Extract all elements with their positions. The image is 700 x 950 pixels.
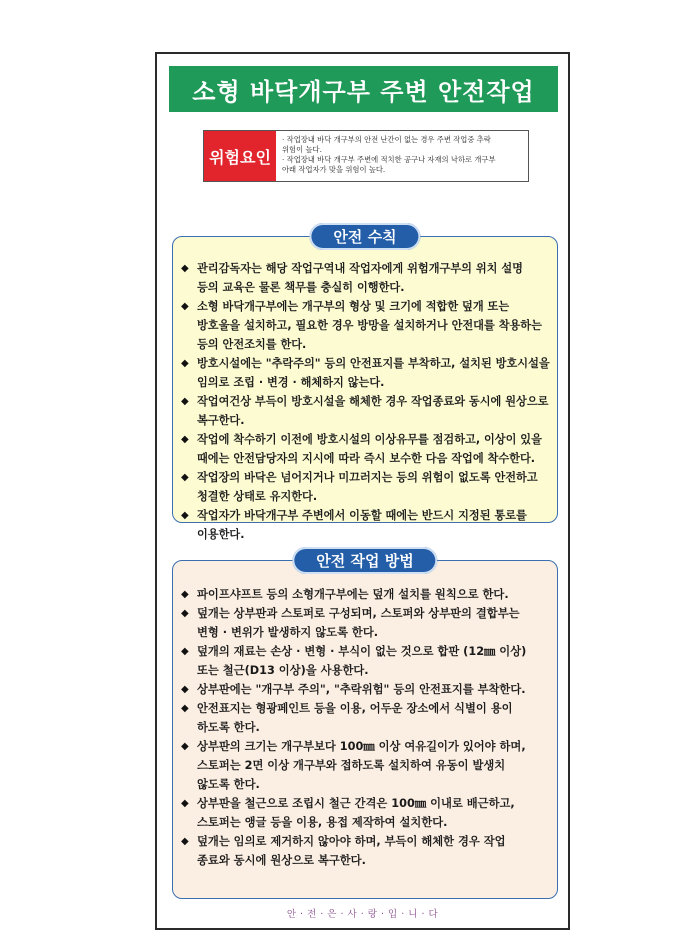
diamond-bullet-icon: ◆: [181, 703, 189, 714]
list-item: [181, 430, 549, 468]
list-item-line: 또는 철근(D13 이상)을 사용한다.: [197, 664, 369, 677]
diamond-bullet-icon: ◆: [181, 358, 189, 369]
list-item-line: 안전표지는 형광페인트 등을 이용, 어두운 장소에서 식별이 용이: [197, 702, 513, 715]
list-item-text: [197, 680, 549, 699]
diamond-bullet-icon: ◆: [181, 646, 189, 657]
safety-poster: [155, 52, 570, 930]
list-item: [181, 604, 549, 642]
diamond-bullet-icon: ◆: [181, 396, 189, 407]
list-item: [181, 585, 549, 604]
list-item-line: 작업여건상 부득이 방호시설을 해체한 경우 작업종료와 동시에 원상으로: [197, 395, 549, 408]
list-item-text: [197, 354, 550, 392]
diamond-bullet-icon: ◆: [181, 836, 189, 847]
hazard-label: 위험요인: [204, 131, 276, 181]
list-item-line: 변형 · 변위가 발생하지 않도록 한다.: [197, 626, 379, 639]
hazard-line: 위험이 높다.: [282, 145, 322, 155]
list-item: [181, 699, 549, 737]
list-item-line: 임의로 조립 · 변경 · 해체하지 않는다.: [197, 376, 385, 389]
work-method-list: [181, 585, 549, 870]
diamond-bullet-icon: ◆: [181, 741, 189, 752]
list-item: [181, 794, 549, 832]
list-item-text: [197, 259, 549, 297]
list-item-line: 파이프샤프트 등의 소형개구부에는 덮개 설치를 원칙으로 한다.: [197, 588, 509, 601]
list-item-line: 상부판의 크기는 개구부보다 100㎜ 이상 여유길이가 있어야 하며,: [197, 740, 526, 753]
list-item-line: 덮개는 상부판과 스토퍼로 구성되며, 스토퍼와 상부판의 결합부는: [197, 607, 520, 620]
list-item: [181, 392, 549, 430]
hazard-line: 아래 작업자가 맞을 위험이 높다.: [282, 165, 386, 175]
list-item-line: 복구한다.: [197, 414, 245, 427]
safety-rules-panel: [172, 228, 558, 541]
list-item: [181, 297, 549, 354]
list-item-line: 덮개의 재료는 손상 · 변형 · 부식이 없는 것으로 합판 (12㎜ 이상): [197, 645, 527, 658]
list-item-text: [197, 737, 549, 794]
list-item: [181, 354, 549, 392]
list-item-line: 방호시설에는 "추락주의" 등의 안전표지를 부착하고, 설치된 방호시설을: [197, 357, 550, 370]
list-item-line: 하도록 한다.: [197, 721, 260, 734]
list-item-line: 작업자가 바닥개구부 주변에서 이동할 때에는 반드시 지정된 통로를: [197, 509, 527, 522]
list-item-line: 때에는 안전담당자의 지시에 따라 즉시 보수한 다음 작업에 착수한다.: [197, 452, 536, 465]
list-item: [181, 680, 549, 699]
list-item: [181, 832, 549, 870]
list-item-text: [197, 794, 549, 832]
list-item: [181, 642, 549, 680]
list-item-text: [197, 392, 549, 430]
hazard-box: [203, 130, 529, 182]
list-item: [181, 506, 549, 544]
list-item-text: [197, 699, 549, 737]
list-item: [181, 468, 549, 506]
list-item-line: 종료와 동시에 원상으로 복구한다.: [197, 854, 366, 867]
hazard-line: · 작업장내 바닥 개구부의 안전 난간이 없는 경우 주변 작업중 추락: [282, 135, 491, 144]
list-item-line: 작업장의 바닥은 넘어지거나 미끄러지는 등의 위험이 없도록 안전하고: [197, 471, 538, 484]
footer-slogan: 안 · 전 · 은 · 사 · 랑 · 입 · 니 · 다: [286, 909, 439, 920]
safety-rules-heading: 안전 수칙: [309, 223, 420, 250]
list-item-line: 관리감독자는 해당 작업구역내 작업자에게 위험개구부의 위치 설명: [197, 262, 523, 275]
list-item-text: [197, 642, 549, 680]
diamond-bullet-icon: ◆: [181, 684, 189, 695]
list-item-line: 않도록 한다.: [197, 778, 260, 791]
list-item-text: [197, 430, 549, 468]
list-item-text: [197, 297, 549, 354]
hazard-line: · 작업장내 바닥 개구부 주변에 적치한 공구나 자재의 낙하로 개구부: [282, 155, 496, 165]
list-item-line: 등의 교육은 물론 책무를 충실히 이행한다.: [197, 281, 405, 294]
list-item: [181, 259, 549, 297]
diamond-bullet-icon: ◆: [181, 589, 189, 600]
diamond-bullet-icon: ◆: [181, 472, 189, 483]
diamond-bullet-icon: ◆: [181, 510, 189, 521]
list-item: [181, 737, 549, 794]
diamond-bullet-icon: ◆: [181, 608, 189, 619]
hazard-text: [276, 131, 528, 181]
work-method-panel: [172, 552, 558, 899]
list-item-line: 상부판에는 "개구부 주의", "추락위험" 등의 안전표지를 부착한다.: [197, 683, 526, 696]
list-item-line: 소형 바닥개구부에는 개구부의 형상 및 크기에 적합한 덮개 또는: [197, 300, 510, 313]
list-item-line: 청결한 상태로 유지한다.: [197, 490, 318, 503]
list-item-text: [197, 468, 549, 506]
work-method-heading: 안전 작업 방법: [292, 547, 437, 574]
list-item-text: [197, 585, 549, 604]
diamond-bullet-icon: ◆: [181, 263, 189, 274]
list-item-line: 스토퍼는 앵글 등을 이용, 용접 제작하여 설치한다.: [197, 816, 448, 829]
poster-title: 소형 바닥개구부 주변 안전작업: [169, 66, 558, 112]
list-item-text: [197, 506, 549, 544]
list-item-text: [197, 832, 549, 870]
list-item-line: 덮개는 임의로 제거하지 않아야 하며, 부득이 해체한 경우 작업: [197, 835, 506, 848]
list-item-line: 이용한다.: [197, 528, 245, 541]
list-item-line: 상부판을 철근으로 조립시 철근 간격은 100㎜ 이내로 배근하고,: [197, 797, 515, 810]
safety-rules-list: [181, 259, 549, 544]
list-item-line: 작업에 착수하기 이전에 방호시설의 이상유무를 점검하고, 이상이 있을: [197, 433, 542, 446]
list-item-line: 방호울을 설치하고, 필요한 경우 방망을 설치하거나 안전대를 착용하는: [197, 319, 542, 332]
diamond-bullet-icon: ◆: [181, 434, 189, 445]
list-item-line: 등의 안전조치를 한다.: [197, 338, 307, 351]
diamond-bullet-icon: ◆: [181, 798, 189, 809]
diamond-bullet-icon: ◆: [181, 301, 189, 312]
list-item-text: [197, 604, 549, 642]
list-item-line: 스토퍼는 2면 이상 개구부와 접하도록 설치하여 유동이 발생치: [197, 759, 506, 772]
